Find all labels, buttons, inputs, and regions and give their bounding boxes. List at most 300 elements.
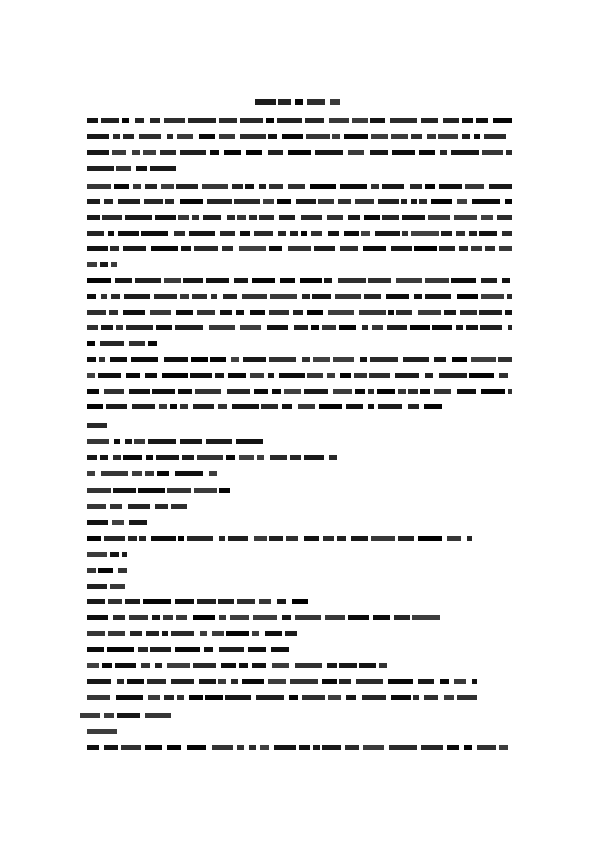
text-word [332, 134, 340, 139]
text-word [392, 150, 415, 155]
text-word [394, 615, 410, 620]
text-word [431, 199, 452, 204]
text-word [371, 536, 395, 541]
text-word [197, 310, 215, 315]
text-word [414, 246, 437, 251]
text-word [152, 615, 160, 620]
text-word [87, 231, 104, 236]
text-word [248, 647, 266, 652]
text-word [411, 231, 439, 236]
text-word [456, 231, 465, 236]
text-word [282, 404, 292, 409]
text-word [340, 184, 367, 189]
text-word [498, 357, 512, 362]
text-word [87, 310, 106, 315]
text-word [147, 679, 166, 684]
text-word [268, 679, 286, 684]
text-word [396, 310, 412, 315]
text-word [359, 663, 376, 668]
text-word [87, 150, 109, 155]
text-word [389, 745, 417, 750]
text-word [240, 231, 250, 236]
text-word [410, 184, 422, 189]
text-word [203, 215, 221, 220]
text-word [108, 631, 125, 636]
text-word [155, 663, 162, 668]
list-item [87, 488, 232, 493]
text-word [260, 745, 269, 750]
text-word [359, 310, 386, 315]
text-word [218, 404, 227, 409]
text-word [154, 294, 177, 299]
text-word [125, 439, 132, 444]
text-word [388, 310, 394, 315]
text-word [167, 488, 191, 493]
text-word [135, 278, 161, 283]
text-word [226, 455, 235, 460]
text-word [364, 294, 381, 299]
text-word [268, 373, 274, 378]
paragraph-line [87, 231, 512, 236]
text-word [171, 631, 194, 636]
text-word [129, 389, 150, 394]
text-word [180, 199, 203, 204]
text-word [432, 325, 452, 330]
list-item [87, 439, 267, 444]
text-word [274, 745, 296, 750]
text-word [218, 679, 226, 684]
text-word [210, 150, 219, 155]
text-word [232, 404, 259, 409]
text-word [226, 631, 249, 636]
text-word [187, 536, 213, 541]
text-word [145, 184, 157, 189]
text-word [87, 455, 97, 460]
text-word [227, 215, 235, 220]
text-word [102, 663, 112, 668]
text-word [123, 134, 134, 139]
text-word [340, 246, 358, 251]
text-word [188, 118, 216, 123]
text-word [189, 695, 203, 700]
text-word [319, 404, 342, 409]
text-word [270, 455, 287, 460]
text-word [129, 615, 148, 620]
text-word [249, 215, 257, 220]
text-word [439, 184, 462, 189]
paragraph-line [87, 325, 512, 330]
text-word [126, 325, 153, 330]
text-word [230, 615, 249, 620]
text-word [425, 184, 435, 189]
text-word [117, 713, 140, 718]
text-word [101, 118, 119, 123]
text-word [352, 118, 368, 123]
text-word [272, 389, 281, 394]
text-word [145, 713, 171, 718]
text-word [150, 647, 171, 652]
text-word [156, 325, 172, 330]
text-word [131, 357, 158, 362]
text-word [252, 663, 266, 668]
text-word [129, 520, 147, 525]
text-word [87, 278, 111, 283]
text-word [224, 150, 241, 155]
paragraph-line [87, 278, 512, 283]
text-word [254, 231, 273, 236]
text-word [249, 745, 256, 750]
text-word [327, 663, 337, 668]
text-word [123, 455, 142, 460]
text-word [327, 215, 343, 220]
text-word [178, 215, 189, 220]
text-word [271, 647, 289, 652]
text-word [123, 310, 145, 315]
text-word [482, 150, 503, 155]
text-word [115, 278, 132, 283]
text-word [408, 389, 418, 394]
paragraph-line [87, 310, 512, 315]
text-word [212, 631, 224, 636]
text-word [290, 679, 318, 684]
text-word [301, 231, 307, 236]
text-word [414, 294, 422, 299]
text-word [159, 404, 167, 409]
text-word [401, 199, 407, 204]
text-word [368, 404, 374, 409]
text-word [231, 357, 239, 362]
text-word [411, 199, 417, 204]
text-word [109, 310, 118, 315]
text-word [110, 246, 119, 251]
paragraph-line [87, 404, 442, 409]
text-word [304, 389, 328, 394]
text-word [177, 695, 184, 700]
text-word [288, 150, 311, 155]
text-word [451, 278, 476, 283]
list-item [87, 471, 217, 476]
text-word [370, 357, 398, 362]
text-word [194, 488, 217, 493]
text-word [462, 118, 473, 123]
text-word [246, 150, 262, 155]
text-word [204, 647, 213, 652]
text-word [322, 325, 336, 330]
text-word [360, 357, 367, 362]
text-word [87, 134, 109, 139]
text-word [502, 231, 512, 236]
paragraph-line [87, 166, 182, 171]
text-word [108, 599, 122, 604]
text-word [378, 199, 399, 204]
text-word [164, 278, 181, 283]
text-word [234, 199, 260, 204]
text-word [474, 134, 480, 139]
text-word [215, 373, 224, 378]
text-word [338, 278, 366, 283]
text-word [408, 404, 419, 409]
text-word [391, 246, 412, 251]
text-word [278, 99, 291, 105]
text-word [299, 745, 310, 750]
text-word [155, 215, 176, 220]
list-item [87, 504, 187, 509]
text-word [373, 615, 390, 620]
text-word [116, 325, 123, 330]
text-word [206, 439, 232, 444]
text-word [307, 99, 325, 105]
text-word [118, 231, 139, 236]
text-word [132, 404, 155, 409]
text-word [457, 695, 477, 700]
text-word [101, 294, 107, 299]
text-word [148, 439, 176, 444]
text-word [101, 325, 113, 330]
text-word [202, 184, 228, 189]
text-word [465, 184, 484, 189]
text-word [372, 325, 383, 330]
text-word [259, 215, 274, 220]
text-word [87, 695, 110, 700]
text-word [505, 310, 512, 315]
text-word [237, 745, 244, 750]
text-word [87, 373, 95, 378]
text-word [355, 199, 374, 204]
text-word [304, 536, 319, 541]
text-word [98, 568, 113, 573]
text-word [118, 199, 140, 204]
text-word [221, 663, 236, 668]
text-word [232, 184, 243, 189]
text-word [174, 231, 185, 236]
text-word [222, 246, 233, 251]
text-word [252, 631, 259, 636]
text-word [108, 231, 114, 236]
text-word [167, 134, 173, 139]
text-word [402, 231, 408, 236]
text-word [339, 663, 357, 668]
text-word [242, 294, 267, 299]
text-word [335, 294, 361, 299]
text-word [425, 294, 451, 299]
text-word [167, 745, 181, 750]
text-word [418, 679, 434, 684]
text-word [104, 536, 125, 541]
text-word [344, 231, 359, 236]
text-word [104, 713, 114, 718]
section-heading [87, 729, 117, 734]
text-word [115, 663, 136, 668]
text-word [459, 246, 468, 251]
text-word [391, 695, 411, 700]
text-word [306, 134, 330, 139]
text-word [268, 150, 283, 155]
text-word [212, 745, 233, 750]
text-word [377, 389, 395, 394]
text-word [290, 231, 298, 236]
text-word [141, 663, 150, 668]
text-word [87, 599, 105, 604]
text-word [254, 389, 268, 394]
text-word [110, 584, 125, 589]
text-word [176, 615, 187, 620]
text-word [330, 99, 340, 105]
text-word [386, 294, 409, 299]
text-word [180, 439, 202, 444]
text-word [361, 231, 370, 236]
text-word [237, 599, 255, 604]
list-item [87, 599, 312, 604]
text-word [163, 615, 173, 620]
paragraph-line [87, 184, 512, 189]
text-word [193, 615, 215, 620]
text-word [87, 679, 111, 684]
text-word [87, 341, 95, 346]
text-word [263, 199, 274, 204]
text-word [197, 599, 216, 604]
text-word [338, 199, 351, 204]
text-word [452, 357, 467, 362]
text-word [124, 294, 150, 299]
text-word [250, 373, 264, 378]
text-word [254, 536, 267, 541]
text-word [87, 631, 105, 636]
text-word [481, 278, 497, 283]
text-word [250, 310, 265, 315]
text-word [312, 294, 331, 299]
text-word [279, 373, 305, 378]
text-word [162, 373, 188, 378]
text-word [132, 150, 140, 155]
list-item [87, 568, 127, 573]
text-word [370, 118, 385, 123]
text-word [277, 118, 302, 123]
text-word [125, 215, 152, 220]
text-word [464, 745, 472, 750]
text-word [129, 341, 145, 346]
text-word [106, 404, 127, 409]
text-word [447, 745, 459, 750]
text-word [508, 325, 512, 330]
list-item [87, 631, 297, 636]
text-word [369, 373, 390, 378]
text-word [87, 568, 96, 573]
text-word [348, 615, 369, 620]
text-word [87, 729, 117, 734]
text-word [302, 357, 310, 362]
text-word [269, 246, 282, 251]
list-item [87, 663, 387, 668]
text-word [113, 455, 121, 460]
text-word [424, 695, 438, 700]
text-word [295, 663, 322, 668]
text-word [269, 184, 283, 189]
text-word [194, 246, 218, 251]
text-word [444, 310, 456, 315]
text-word [145, 471, 154, 476]
text-word [362, 695, 386, 700]
text-word [156, 455, 179, 460]
text-word [178, 389, 192, 394]
text-word [114, 439, 120, 444]
text-word [290, 455, 301, 460]
text-word [269, 357, 296, 362]
text-word [87, 536, 101, 541]
paragraph-line [87, 389, 512, 394]
text-word [171, 504, 187, 509]
text-word [157, 471, 169, 476]
text-word [439, 373, 467, 378]
text-word [175, 471, 203, 476]
text-word [325, 615, 345, 620]
text-word [506, 150, 512, 155]
text-word [398, 389, 406, 394]
text-word [277, 599, 286, 604]
list-item [80, 713, 175, 718]
list-item [87, 584, 127, 589]
text-word [113, 488, 136, 493]
list-item [87, 615, 447, 620]
text-word [118, 568, 127, 573]
text-word [87, 357, 96, 362]
text-word [434, 357, 446, 362]
list-item [87, 552, 127, 557]
text-word [481, 389, 505, 394]
text-word [454, 215, 477, 220]
text-word [481, 294, 504, 299]
text-word [269, 536, 283, 541]
text-word [87, 166, 114, 171]
text-word [454, 679, 466, 684]
text-word [178, 536, 184, 541]
text-word [278, 231, 286, 236]
text-word [266, 118, 274, 123]
text-word [438, 134, 458, 139]
text-word [311, 231, 322, 236]
text-word [354, 373, 367, 378]
text-word [363, 745, 384, 750]
text-word [310, 184, 336, 189]
text-word [112, 150, 126, 155]
text-word [100, 262, 108, 267]
text-word [267, 325, 288, 330]
text-word [382, 215, 399, 220]
text-word [507, 294, 512, 299]
text-word [146, 455, 153, 460]
text-word [420, 389, 430, 394]
page-title [255, 99, 340, 105]
text-word [396, 278, 422, 283]
text-word [219, 134, 235, 139]
text-word [451, 150, 479, 155]
text-word [145, 745, 162, 750]
text-word [87, 404, 103, 409]
text-word [112, 520, 124, 525]
text-word [282, 615, 291, 620]
text-word [87, 246, 108, 251]
text-word [259, 184, 266, 189]
text-word [170, 404, 177, 409]
paragraph-line [87, 215, 512, 220]
text-word [284, 389, 301, 394]
text-word [110, 552, 119, 557]
text-word [302, 695, 325, 700]
text-word [467, 536, 472, 541]
list-item [87, 520, 147, 525]
text-word [133, 184, 141, 189]
text-word [209, 325, 235, 330]
text-word [239, 455, 254, 460]
